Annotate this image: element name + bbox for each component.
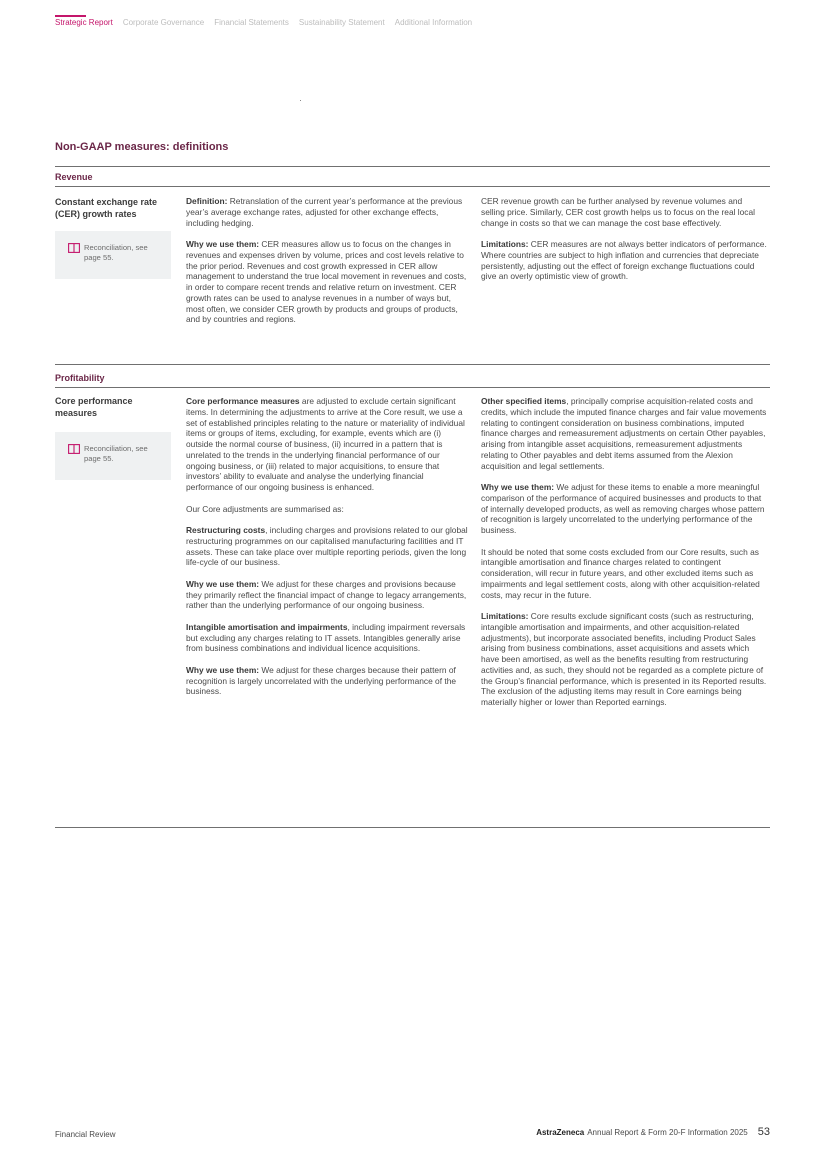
other-items-text: , principally comprise acquisition-related costs and credits, which include the imputed finance charges and fair value movements relating to contingent consideration on business combinations, imputed finance charges and remeasurement adjustments on certain Other payables, arising from intangible asset acquisitions, remeasurement adjustments relating to Other payables and debt items assumed from the Alexion acquisition and legal settlements. bbox=[481, 396, 767, 471]
core-label: Core performance measures bbox=[186, 396, 300, 406]
footer-brand: AstraZeneca bbox=[536, 1128, 585, 1137]
definition-label: Definition: bbox=[186, 196, 228, 206]
restructuring-paragraph bbox=[186, 525, 469, 568]
intangible-label: Intangible amortisation and impairments bbox=[186, 621, 348, 632]
footer-report-title: Annual Report & Form 20-F Information 2025 bbox=[587, 1128, 748, 1137]
reconciliation-box[interactable] bbox=[55, 432, 171, 480]
why-paragraph bbox=[186, 239, 469, 325]
cer-analysis-paragraph: CER revenue growth can be further analysed by revenue volumes and selling price. Similarly, CER cost growth helps us to focus on the real local change in costs so that we can manage the cost base effectively. bbox=[481, 196, 756, 228]
book-icon bbox=[68, 444, 80, 454]
profitability-column-right bbox=[481, 396, 767, 708]
footer bbox=[536, 1126, 770, 1138]
term-core-performance-measures: Core performance measures bbox=[55, 396, 133, 418]
why-text: We adjust for these charges because their pattern of recognition is largely uncorrelated with the underlying performance of the business. bbox=[186, 664, 457, 697]
nav-sustainability-statement[interactable]: Sustainability Statement bbox=[298, 18, 385, 27]
page-number: 53 bbox=[757, 1126, 770, 1138]
nav-corporate-governance[interactable]: Corporate Governance bbox=[122, 18, 205, 27]
top-navigation bbox=[55, 18, 472, 27]
limitations-label: Limitations: bbox=[481, 239, 529, 249]
definition-paragraph bbox=[186, 196, 469, 228]
why-label: Why we use them: bbox=[186, 578, 260, 589]
limitations-text: CER measures are not always better indicators of performance. Where countries are subject to high inflation and currencies that depreciate persistently, adjusting out the effect of foreign exchange fluctuations could give an overly optimistic view of growth. bbox=[481, 239, 767, 282]
revenue-column-right bbox=[481, 196, 767, 282]
limitations-text: Core results exclude significant costs (such as restructuring, intangible amortisation and impairments, and other acquisition-related adjustments), but incorporate associated benefits, including Product Sales arising from business combinations, asset acquisitions and assets which have been amortised, as well as the benefits resulting from restructuring activities and, as such, they should not be regarded as a complete picture of the Group’s financial performance, which is presented in its Reported results. The exclusion of the adjusting items may result in Core earnings being materially higher or lower than Reported earnings. bbox=[481, 611, 767, 707]
section-rule bbox=[55, 387, 770, 388]
book-icon bbox=[68, 243, 80, 253]
section-rule bbox=[55, 166, 770, 167]
why-text: We adjust for these charges and provisions because they primarily reflect the financial impact of change to legacy arrangements, rather than the underlying performance of our ongoing business. bbox=[186, 578, 467, 611]
core-limitations-paragraph bbox=[481, 611, 767, 708]
profitability-column-left bbox=[186, 396, 469, 697]
term-cer-growth-rates: Constant exchange rate (CER) growth rates bbox=[55, 197, 158, 219]
other-items-paragraph bbox=[481, 396, 767, 471]
decorative-dot bbox=[300, 100, 301, 101]
other-items-label: Other specified items bbox=[481, 396, 567, 406]
section-rule bbox=[55, 186, 770, 187]
why-label: Why we use them: bbox=[186, 664, 260, 675]
why-text: We adjust for these items to enable a more meaningful comparison of the performance of acquired businesses and products to that of internally developed products, as well as removing charges whose pattern of recognition is largely uncorrelated to the underlying performance of the business. bbox=[481, 482, 765, 535]
intangible-paragraph bbox=[186, 622, 469, 654]
limitations-label: Limitations: bbox=[481, 611, 529, 621]
restructuring-text: , including charges and provisions related to our global restructuring programmes on our capitalised manufacturing facilities and IT assets. These can take place over multiple reporting periods, given the long life-cycle of our business. bbox=[186, 525, 468, 568]
why-restructuring-paragraph bbox=[186, 579, 469, 611]
note-paragraph: It should be noted that some costs excluded from our Core results, such as intangible amortisation and finance charges related to contingent consideration, will recur in future years, and other excluded items such as impairments and legal settlement costs, along with other acquisition-related costs, may recur in the future. bbox=[481, 546, 760, 600]
why-label: Why we use them: bbox=[481, 482, 555, 492]
definition-text: Retranslation of the current year’s performance at the previous year’s average exchange rates, adjusted for other exchange effects, including hedging. bbox=[186, 196, 463, 228]
intangible-text: , including impairment reversals but excluding any charges relating to IT assets. Intangibles generally arise from business combinations and individual licence acquisitions. bbox=[186, 621, 466, 654]
section-heading-revenue: Revenue bbox=[55, 172, 93, 182]
core-text: are adjusted to exclude certain significant items. In determining the adjustments to arrive at the Core result, we use a set of established principles relating to the nature or materiality of individual items or groups of items, excluding, for example, events which are (i) outside the normal course of business, (ii) incurred in a pattern that is unrelated to the trends in the underlying financial performance of our ongoing business, or (iii) related to major acquisitions, to ensure that investors’ ability to evaluate and analyse the underlying financial performance of our ongoing business is enhanced. bbox=[186, 396, 465, 492]
section-heading-profitability: Profitability bbox=[55, 373, 105, 383]
footer-section-label: Financial Review bbox=[55, 1130, 116, 1139]
limitations-paragraph bbox=[481, 239, 767, 282]
core-summary: Our Core adjustments are summarised as: bbox=[186, 503, 344, 514]
nav-financial-statements[interactable]: Financial Statements bbox=[214, 18, 289, 27]
core-definition-paragraph bbox=[186, 396, 469, 493]
page-title: Non-GAAP measures: definitions bbox=[55, 141, 229, 153]
reconciliation-link[interactable]: Reconciliation, see page 55. bbox=[84, 444, 148, 463]
nav-strategic-report[interactable]: Strategic Report bbox=[55, 18, 113, 27]
restructuring-label: Restructuring costs bbox=[186, 525, 266, 535]
section-rule bbox=[55, 827, 770, 828]
section-rule bbox=[55, 364, 770, 365]
nav-additional-information[interactable]: Additional Information bbox=[394, 18, 473, 27]
reconciliation-box[interactable] bbox=[55, 231, 171, 279]
why-text: CER measures allow us to focus on the changes in revenues and expenses driven by volume, prices and cost levels relative to the prior period. Revenues and cost growth expressed in CER allow management to understand the true local movement in revenues and costs, in order to compare recent trends and relative return on investment. CER growth rates can be used to analyse revenues in a number of ways but, most often, we consider CER growth by products and groups of products, and by countries and regions. bbox=[186, 239, 467, 325]
revenue-column-left bbox=[186, 196, 469, 325]
why-other-paragraph bbox=[481, 482, 767, 536]
why-intangible-paragraph bbox=[186, 665, 469, 697]
why-label: Why we use them: bbox=[186, 239, 260, 249]
reconciliation-link[interactable]: Reconciliation, see page 55. bbox=[84, 243, 148, 262]
